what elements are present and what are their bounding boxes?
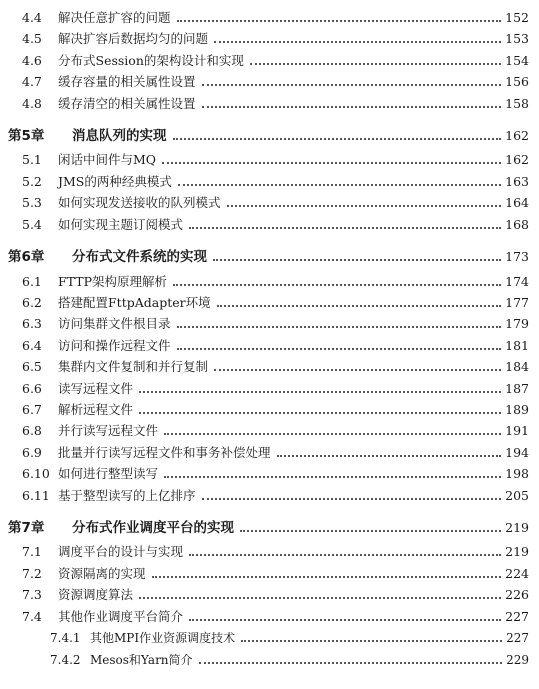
entry-title: 搭建配置FttpAdapter环境 xyxy=(58,295,211,310)
toc-chapter-entry[interactable] xyxy=(0,514,539,536)
toc-section-entry[interactable] xyxy=(0,538,539,560)
entry-number: 6.9 xyxy=(22,445,42,460)
entry-number: 6.10 xyxy=(22,466,50,481)
entry-number: 6.8 xyxy=(22,423,42,438)
entry-page-number: 162 xyxy=(505,128,529,143)
toc-section-entry[interactable] xyxy=(0,581,539,603)
entry-page-number: 177 xyxy=(505,295,529,310)
toc-section-entry[interactable] xyxy=(0,268,539,290)
dot-leader xyxy=(240,530,501,532)
entry-title: FTTP架构原理解析 xyxy=(58,274,167,289)
entry-title: 访问和操作远程文件 xyxy=(58,338,171,353)
entry-page-number: 191 xyxy=(505,423,529,438)
entry-page-number: 198 xyxy=(505,466,529,481)
entry-title: 解析远程文件 xyxy=(58,402,134,417)
entry-number: 7.4.2 xyxy=(50,653,81,667)
entry-title: 调度平台的设计与实现 xyxy=(58,544,184,559)
entry-page-number: 194 xyxy=(505,445,529,460)
toc-section-entry[interactable] xyxy=(0,310,539,332)
entry-number: 4.4 xyxy=(22,10,42,25)
dot-leader xyxy=(189,554,501,556)
dot-leader xyxy=(173,138,502,140)
entry-page-number: 226 xyxy=(505,587,529,602)
toc-section-entry[interactable] xyxy=(0,482,539,504)
entry-page-number: 205 xyxy=(505,488,529,503)
entry-title: 如何实现发送接收的队列模式 xyxy=(58,195,221,210)
entry-number: 5.3 xyxy=(22,195,42,210)
entry-page-number: 153 xyxy=(505,31,529,46)
entry-page-number: 162 xyxy=(505,152,529,167)
entry-number: 4.7 xyxy=(22,74,42,89)
entry-number: 第5章 xyxy=(8,128,45,144)
dot-leader xyxy=(139,412,501,414)
dot-leader xyxy=(241,640,502,642)
dot-leader xyxy=(173,284,501,286)
toc-section-entry[interactable] xyxy=(0,47,539,69)
dot-leader xyxy=(177,20,502,22)
toc-section-entry[interactable] xyxy=(0,439,539,461)
entry-title: 解决任意扩容的问题 xyxy=(58,10,171,25)
entry-page-number: 152 xyxy=(505,10,529,25)
entry-number: 6.3 xyxy=(22,316,42,331)
dot-leader xyxy=(139,391,501,393)
toc-section-entry[interactable] xyxy=(0,603,539,625)
toc-section-entry[interactable] xyxy=(0,646,539,668)
entry-page-number: 154 xyxy=(505,53,529,68)
entry-title: 资源隔离的实现 xyxy=(58,566,146,581)
entry-title: 并行读写远程文件 xyxy=(58,423,159,438)
entry-number: 5.4 xyxy=(22,217,42,232)
toc-chapter-entry[interactable] xyxy=(0,243,539,265)
toc-section-entry[interactable] xyxy=(0,189,539,211)
entry-title: 如何实现主题订阅模式 xyxy=(58,217,184,232)
entry-page-number: 163 xyxy=(505,174,529,189)
entry-number: 5.1 xyxy=(22,152,42,167)
entry-number: 4.6 xyxy=(22,53,42,68)
entry-title: 缓存容量的相关属性设置 xyxy=(58,74,196,89)
dot-leader xyxy=(214,41,501,43)
dot-leader xyxy=(189,619,501,621)
dot-leader xyxy=(164,476,501,478)
toc-section-entry[interactable] xyxy=(0,417,539,439)
entry-number: 7.4 xyxy=(22,609,42,624)
entry-page-number: 224 xyxy=(505,566,529,581)
entry-title: 读写远程文件 xyxy=(58,381,134,396)
entry-title: 消息队列的实现 xyxy=(72,128,167,144)
dot-leader xyxy=(164,433,501,435)
toc-section-entry[interactable] xyxy=(0,396,539,418)
entry-title: 批量并行读写远程文件和事务补偿处理 xyxy=(58,445,271,460)
entry-title: 分布式文件系统的实现 xyxy=(72,249,207,265)
entry-page-number: 227 xyxy=(506,631,529,645)
toc-section-entry[interactable] xyxy=(0,90,539,112)
entry-page-number: 179 xyxy=(505,316,529,331)
dot-leader xyxy=(162,162,501,164)
entry-number: 5.2 xyxy=(22,174,42,189)
entry-title: 解决扩容后数据均匀的问题 xyxy=(58,31,209,46)
toc-section-entry[interactable] xyxy=(0,624,539,646)
entry-page-number: 158 xyxy=(505,96,529,111)
toc-section-entry[interactable] xyxy=(0,353,539,375)
entry-title: JMS的两种经典模式 xyxy=(58,174,172,189)
entry-title: 闲话中间件与MQ xyxy=(58,152,157,167)
entry-page-number: 219 xyxy=(505,520,529,535)
dot-leader xyxy=(202,106,502,108)
entry-number: 7.2 xyxy=(22,566,42,581)
entry-number: 7.3 xyxy=(22,587,42,602)
entry-page-number: 164 xyxy=(505,195,529,210)
entry-number: 6.1 xyxy=(22,274,42,289)
entry-page-number: 173 xyxy=(505,249,529,264)
entry-title: 其他MPI作业资源调度技术 xyxy=(90,631,236,645)
toc-section-entry[interactable] xyxy=(0,25,539,47)
entry-title: Mesos和Yarn简介 xyxy=(90,653,193,667)
entry-page-number: 189 xyxy=(505,402,529,417)
entry-page-number: 168 xyxy=(505,217,529,232)
entry-number: 7.4.1 xyxy=(50,631,81,645)
dot-leader xyxy=(189,227,501,229)
entry-number: 第6章 xyxy=(8,249,45,265)
entry-title: 资源调度算法 xyxy=(58,587,134,602)
entry-number: 6.2 xyxy=(22,295,42,310)
entry-number: 4.8 xyxy=(22,96,42,111)
entry-title: 访问集群文件根目录 xyxy=(58,316,171,331)
entry-page-number: 181 xyxy=(505,338,529,353)
dot-leader xyxy=(214,369,501,371)
toc-section-entry[interactable] xyxy=(0,211,539,233)
dot-leader xyxy=(227,205,502,207)
dot-leader xyxy=(152,576,502,578)
toc-section-entry[interactable] xyxy=(0,460,539,482)
dot-leader xyxy=(202,84,502,86)
entry-page-number: 229 xyxy=(506,653,529,667)
entry-title: 其他作业调度平台简介 xyxy=(58,609,184,624)
entry-page-number: 227 xyxy=(505,609,529,624)
dot-leader xyxy=(217,305,502,307)
dot-leader xyxy=(139,597,501,599)
toc-section-entry[interactable] xyxy=(0,289,539,311)
entry-title: 分布式作业调度平台的实现 xyxy=(72,520,234,536)
toc-section-entry[interactable] xyxy=(0,68,539,90)
toc-section-entry[interactable] xyxy=(0,168,539,190)
entry-number: 6.6 xyxy=(22,381,42,396)
dot-leader xyxy=(199,662,503,664)
entry-number: 6.4 xyxy=(22,338,42,353)
toc-section-entry[interactable] xyxy=(0,4,539,26)
dot-leader xyxy=(277,455,502,457)
entry-number: 6.5 xyxy=(22,359,42,374)
entry-number: 第7章 xyxy=(8,520,45,536)
toc-section-entry[interactable] xyxy=(0,375,539,397)
entry-page-number: 184 xyxy=(505,359,529,374)
dot-leader xyxy=(250,63,501,65)
dot-leader xyxy=(177,326,502,328)
entry-page-number: 174 xyxy=(505,274,529,289)
dot-leader xyxy=(213,259,501,261)
dot-leader xyxy=(178,184,501,186)
toc-section-entry[interactable] xyxy=(0,332,539,354)
entry-title: 基于整型读写的上亿排序 xyxy=(58,488,196,503)
entry-title: 缓存清空的相关属性设置 xyxy=(58,96,196,111)
entry-page-number: 187 xyxy=(505,381,529,396)
entry-title: 如何进行整型读写 xyxy=(58,466,159,481)
entry-title: 分布式Session的架构设计和实现 xyxy=(58,53,244,68)
toc-section-entry[interactable] xyxy=(0,560,539,582)
toc-chapter-entry[interactable] xyxy=(0,122,539,144)
entry-number: 6.7 xyxy=(22,402,42,417)
entry-title: 集群内文件复制和并行复制 xyxy=(58,359,209,374)
dot-leader xyxy=(202,498,502,500)
entry-page-number: 156 xyxy=(505,74,529,89)
dot-leader xyxy=(177,348,502,350)
entry-number: 4.5 xyxy=(22,31,42,46)
entry-number: 7.1 xyxy=(22,544,42,559)
entry-page-number: 219 xyxy=(505,544,529,559)
toc-section-entry[interactable] xyxy=(0,146,539,168)
entry-number: 6.11 xyxy=(22,488,50,503)
